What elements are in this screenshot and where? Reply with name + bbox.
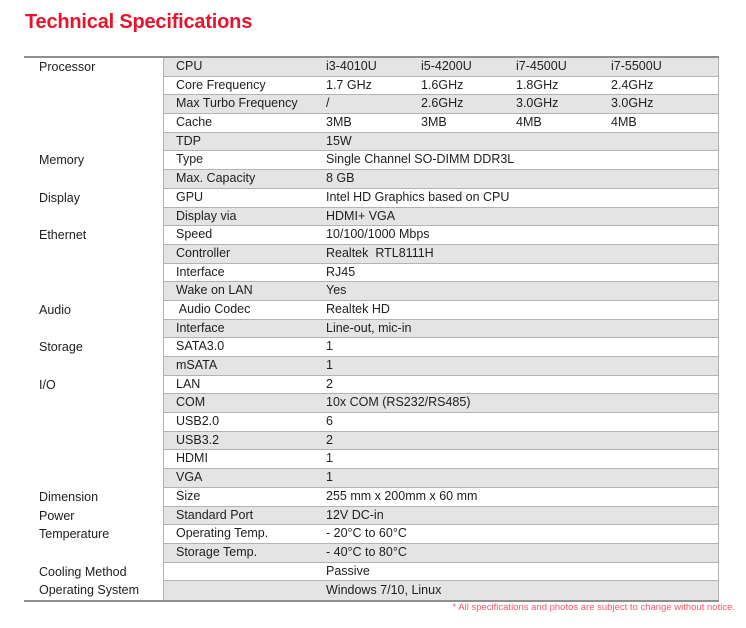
spec-label: Type: [176, 152, 204, 167]
table-row: [24, 488, 719, 507]
spec-value: 10/100/1000 Mbps: [326, 227, 430, 242]
spec-value: 1.8GHz: [516, 77, 559, 92]
category-cell: [24, 114, 163, 133]
spec-value: 2.4GHz: [611, 77, 654, 92]
spec-value: i5-4200U: [421, 59, 472, 73]
spec-value: Realtek RTL8111H: [326, 245, 434, 260]
category-cell: [24, 450, 163, 469]
spec-cells: [163, 544, 719, 563]
spec-value: 3MB: [326, 115, 352, 130]
category-cell: [24, 432, 163, 451]
spec-value: RJ45: [326, 264, 356, 279]
spec-cells: [163, 170, 719, 189]
category-cell: Power: [24, 507, 163, 526]
spec-label: Speed: [176, 227, 213, 242]
spec-value: 4MB: [516, 115, 542, 130]
spec-value: Realtek HD: [326, 301, 390, 316]
category-cell: Storage: [24, 338, 163, 357]
spec-label: Controller: [176, 245, 231, 260]
spec-value: - 40°C to 80°C: [326, 544, 407, 559]
spec-label: [164, 581, 326, 600]
table-row: [24, 77, 719, 96]
spec-value: 1: [326, 358, 333, 372]
spec-cells: [163, 189, 719, 208]
table-row: [24, 544, 719, 563]
spec-label: GPU: [176, 189, 204, 204]
spec-cells: [163, 563, 719, 582]
table-row: [24, 170, 719, 189]
spec-cells: [163, 320, 719, 339]
spec-cells: [163, 301, 719, 320]
category-cell: [24, 245, 163, 264]
spec-value: 255 mm x 200mm x 60 mm: [326, 488, 478, 503]
spec-table: [24, 56, 719, 602]
spec-value: 12V DC-in: [326, 507, 384, 522]
spec-value: 3.0GHz: [611, 96, 654, 111]
category-cell: I/O: [24, 376, 163, 395]
table-row: [24, 581, 719, 600]
spec-cells: [163, 413, 719, 432]
category-cell: [24, 282, 163, 301]
spec-label: Audio Codec: [176, 301, 251, 316]
spec-label: Wake on LAN: [176, 283, 253, 298]
spec-cells: [163, 77, 719, 96]
category-cell: Ethernet: [24, 226, 163, 245]
spec-value: 10x COM (RS232/RS485): [326, 395, 471, 410]
spec-label: COM: [176, 395, 206, 410]
table-row: [24, 525, 719, 544]
spec-label: Display via: [176, 208, 237, 223]
category-cell: [24, 357, 163, 376]
spec-cells: [163, 488, 719, 507]
spec-value: 15W: [326, 133, 352, 148]
spec-label: Interface: [176, 320, 225, 335]
category-cell: Audio: [24, 301, 163, 320]
spec-label: Max Turbo Frequency: [176, 96, 298, 111]
category-cell: [24, 133, 163, 152]
table-row: [24, 282, 719, 301]
spec-label: Storage Temp.: [176, 544, 258, 559]
spec-cells: [163, 226, 719, 245]
spec-label: LAN: [176, 376, 201, 391]
spec-value: 1.6GHz: [421, 77, 464, 92]
table-row: [24, 226, 719, 245]
category-cell: [24, 77, 163, 96]
spec-value: i7-5500U: [611, 59, 662, 73]
table-row: [24, 376, 719, 395]
category-cell: Display: [24, 189, 163, 208]
spec-cells: [163, 95, 719, 114]
category-cell: Memory: [24, 151, 163, 170]
spec-cells: [163, 282, 719, 301]
spec-label: Size: [176, 488, 201, 503]
category-cell: [24, 320, 163, 339]
table-row: [24, 320, 719, 339]
category-cell: [24, 413, 163, 432]
table-row: [24, 507, 719, 526]
table-row: [24, 469, 719, 488]
table-row: [24, 563, 719, 582]
spec-label: SATA3.0: [176, 339, 225, 354]
table-row: [24, 151, 719, 170]
spec-value: i3-4010U: [326, 59, 377, 73]
page-title: Technical Specifications: [25, 11, 253, 33]
spec-value: 1.7 GHz: [326, 77, 372, 92]
category-cell: Dimension: [24, 488, 163, 507]
table-row: [24, 394, 719, 413]
spec-cells: [163, 376, 719, 395]
table-row: [24, 338, 719, 357]
category-cell: [24, 95, 163, 114]
footnote: * All specifications and photos are subject to change without notice.: [452, 602, 735, 613]
category-cell: Operating System: [24, 581, 163, 600]
spec-label: USB3.2: [176, 432, 220, 447]
spec-label: VGA: [176, 470, 203, 485]
spec-cells: [163, 432, 719, 451]
spec-cells: [163, 114, 719, 133]
spec-value: 3.0GHz: [516, 96, 559, 111]
spec-cells: [163, 245, 719, 264]
category-cell: [24, 544, 163, 563]
spec-cells: [163, 357, 719, 376]
table-row: [24, 301, 719, 320]
spec-label: Standard Port: [176, 507, 254, 522]
category-cell: [24, 394, 163, 413]
spec-value: Yes: [326, 283, 347, 298]
spec-value: i7-4500U: [516, 59, 567, 73]
spec-label: Cache: [176, 115, 213, 130]
spec-value: 1: [326, 451, 333, 466]
spec-value: 2: [326, 432, 333, 447]
spec-value: 6: [326, 414, 333, 429]
spec-label: Max. Capacity: [176, 171, 256, 186]
spec-value: 1: [326, 339, 333, 354]
category-cell: [24, 264, 163, 283]
spec-cells: [163, 450, 719, 469]
table-row: [24, 58, 719, 77]
table-row: [24, 189, 719, 208]
table-row: [24, 450, 719, 469]
spec-value: /: [326, 96, 330, 111]
spec-value: Single Channel SO-DIMM DDR3L: [326, 152, 515, 167]
spec-label: Core Frequency: [176, 77, 266, 92]
spec-cells: [163, 208, 719, 227]
table-row: [24, 208, 719, 227]
spec-value: 2: [326, 376, 333, 391]
spec-cells: [163, 581, 719, 600]
table-row: [24, 95, 719, 114]
spec-label: CPU: [176, 59, 203, 73]
spec-label: USB2.0: [176, 414, 220, 429]
category-cell: Processor: [24, 58, 163, 77]
spec-value: 3MB: [421, 115, 447, 130]
category-cell: [24, 469, 163, 488]
spec-label: Interface: [176, 264, 225, 279]
spec-cells: [163, 58, 719, 77]
spec-cells: [163, 525, 719, 544]
spec-label: mSATA: [176, 358, 218, 372]
table-row: [24, 432, 719, 451]
table-row: [24, 245, 719, 264]
spec-value: Line-out, mic-in: [326, 320, 412, 335]
table-row: [24, 264, 719, 283]
spec-value: 8 GB: [326, 171, 355, 186]
spec-value: 4MB: [611, 115, 637, 130]
spec-label: [164, 563, 326, 581]
category-cell: [24, 208, 163, 227]
spec-label: HDMI: [176, 451, 208, 466]
table-row: [24, 114, 719, 133]
spec-cells: [163, 507, 719, 526]
spec-value: - 20°C to 60°C: [326, 526, 407, 541]
table-row: [24, 413, 719, 432]
category-cell: Temperature: [24, 525, 163, 544]
spec-label: TDP: [176, 133, 201, 148]
spec-value: 1: [326, 470, 333, 485]
category-cell: Cooling Method: [24, 563, 163, 582]
spec-cells: [163, 338, 719, 357]
spec-cells: [163, 394, 719, 413]
spec-value: Passive: [326, 563, 370, 578]
spec-cells: [163, 469, 719, 488]
spec-value: Intel HD Graphics based on CPU: [326, 189, 510, 204]
spec-cells: [163, 151, 719, 170]
spec-value: Windows 7/10, Linux: [326, 583, 442, 598]
spec-value: 2.6GHz: [421, 96, 464, 111]
spec-value: HDMI+ VGA: [326, 208, 396, 223]
table-row: [24, 357, 719, 376]
category-cell: [24, 170, 163, 189]
spec-cells: [163, 133, 719, 152]
spec-label: Operating Temp.: [176, 526, 269, 541]
table-row: [24, 133, 719, 152]
spec-cells: [163, 264, 719, 283]
